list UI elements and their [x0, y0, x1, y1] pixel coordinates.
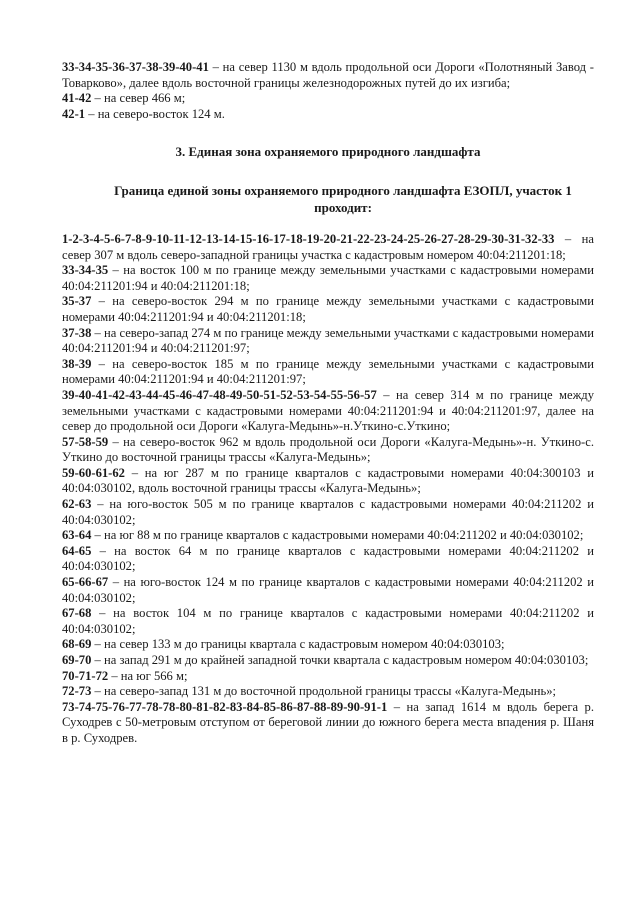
boundary-paragraph	[62, 232, 594, 263]
point-sequence: 41-42	[62, 91, 92, 106]
boundary-paragraph-list	[62, 232, 594, 747]
point-sequence: 57-58-59	[62, 434, 109, 449]
boundary-description: – на северо-запад 131 м до восточной продольной границы трассы «Калуга-Медынь»;	[91, 684, 557, 699]
boundary-paragraph	[62, 669, 594, 685]
boundary-paragraph	[62, 466, 594, 497]
boundary-description: – на юго-восток 124 м по границе кварталов с кадастровыми номерами 40:04:211202 и 40:04:030102;	[62, 575, 594, 605]
boundary-description: – на север 133 м до границы квартала с кадастровым номером 40:04:030103;	[91, 637, 505, 652]
point-sequence: 72-73	[62, 684, 92, 699]
point-sequence: 70-71-72	[62, 668, 109, 683]
boundary-description: – на северо-запад 274 м по границе между земельными участками с кадастровыми номерами 40:04:211201:94 и 40:04:211201:97;	[62, 325, 595, 356]
boundary-paragraph	[62, 263, 594, 294]
boundary-description: – на северо-восток 294 м по границе между земельными участками с кадастровыми номерами 40:04:211201:94 и 40:04:211201:18;	[62, 294, 594, 324]
top-paragraph-list	[62, 60, 594, 122]
section-heading: 3. Единая зона охраняемого природного ландшафта	[175, 144, 481, 160]
boundary-description: – на юго-восток 505 м по границе кварталов с кадастровыми номерами 40:04:211202 и 40:04:030102;	[62, 497, 594, 527]
point-sequence: 64-65	[62, 543, 92, 558]
boundary-description: – на юг 287 м по границе кварталов с кадастровыми номерами 40:04:300103 и 40:04:030102, вдоль восточной границы трассы «Калуга-Медынь»;	[62, 465, 594, 496]
document-page	[62, 60, 594, 747]
boundary-description: – на север 307 м вдоль северо-западной границы участка с кадастровым номером 40:04:211201:18;	[62, 231, 594, 262]
boundary-paragraph	[62, 326, 594, 357]
boundary-description: – на восток 100 м по границе между земельными участками с кадастровыми номерами 40:04:211201:94 и 40:04:211201:18;	[62, 263, 594, 293]
boundary-description: – на юг 88 м по границе кварталов с кадастровыми номерами 40:04:211202 и 40:04:030102;	[91, 528, 584, 543]
boundary-description: – на север 1130 м вдоль продольной оси Дороги «Полотняный Завод - Товарково», далее вдоль восточной границы железнодорожных путей до их изгиба;	[62, 60, 594, 90]
boundary-paragraph	[62, 653, 594, 669]
boundary-description: – на запад 291 м до крайней западной точки квартала с кадастровым номером 40:04:030103;	[91, 653, 589, 667]
point-sequence: 65-66-67	[62, 575, 109, 590]
boundary-paragraph	[62, 575, 594, 606]
boundary-paragraph	[62, 497, 594, 528]
point-sequence: 35-37	[62, 294, 92, 309]
point-sequence: 63-64	[62, 528, 92, 543]
boundary-paragraph	[62, 294, 594, 325]
boundary-paragraph	[62, 637, 594, 653]
boundary-description: – на север 314 м по границе между земельными участками с кадастровыми номерами 40:04:211201:94 и 40:04:211201:97, далее на север до продольной оси Дороги «Калуга-Медынь»-н.Уткино-с.Уткино;	[62, 387, 594, 434]
boundary-paragraph	[62, 544, 594, 575]
point-sequence: 33-34-35	[62, 263, 109, 278]
boundary-paragraph	[62, 684, 594, 700]
point-sequence: 39-40-41-42-43-44-45-46-47-48-49-50-51-52-53-54-55-56-57	[62, 387, 377, 402]
boundary-paragraph	[62, 60, 594, 91]
boundary-paragraph	[62, 528, 594, 544]
boundary-paragraph	[62, 91, 594, 107]
point-sequence: 38-39	[62, 356, 92, 371]
boundary-paragraph	[62, 700, 594, 747]
boundary-description: – на восток 64 м по границе кварталов с кадастровыми номерами 40:04:211202 и 40:04:030102;	[62, 543, 594, 574]
subsection-heading: Граница единой зоны охраняемого природного ландшафта ЕЗОПЛ, участок 1 проходит:	[114, 182, 572, 215]
point-sequence: 1-2-3-4-5-6-7-8-9-10-11-12-13-14-15-16-17-18-19-20-21-22-23-24-25-26-27-28-29-30-31-32-33	[62, 231, 555, 246]
point-sequence: 37-38	[62, 325, 92, 340]
point-sequence: 67-68	[62, 606, 92, 621]
boundary-paragraph	[62, 435, 594, 466]
point-sequence: 59-60-61-62	[62, 465, 125, 480]
point-sequence: 33-34-35-36-37-38-39-40-41	[62, 60, 209, 74]
point-sequence: 42-1	[62, 106, 86, 121]
boundary-paragraph	[62, 388, 594, 435]
boundary-paragraph	[62, 606, 594, 637]
boundary-description: – на северо-восток 962 м вдоль продольной оси Дороги «Калуга-Медынь»-н. Уткино-с. Уткино до восточной границы трассы «Калуга-Медынь»;	[62, 434, 594, 465]
point-sequence: 73-74-75-76-77-78-78-80-81-82-83-84-85-86-87-88-89-90-91-1	[62, 699, 388, 714]
boundary-description: – на восток 104 м по границе кварталов с кадастровыми номерами 40:04:211202 и 40:04:030102;	[62, 606, 594, 636]
boundary-paragraph	[62, 357, 594, 388]
point-sequence: 68-69	[62, 637, 92, 652]
boundary-description: – на юг 566 м;	[108, 668, 188, 683]
point-sequence: 69-70	[62, 653, 92, 667]
boundary-description: – на северо-восток 185 м по границе между земельными участками с кадастровыми номерами 40:04:211201:94 и 40:04:211201:97;	[62, 356, 594, 387]
point-sequence: 62-63	[62, 497, 92, 512]
boundary-description: – на север 466 м;	[91, 91, 186, 106]
boundary-description: – на запад 1614 м вдоль берега р. Суходрев с 50-метровым отступом от береговой линии до южного берега места впадения р. Шаня в р. Суходрев.	[62, 699, 594, 745]
boundary-paragraph	[62, 107, 594, 123]
boundary-description: – на северо-восток 124 м.	[85, 106, 225, 121]
